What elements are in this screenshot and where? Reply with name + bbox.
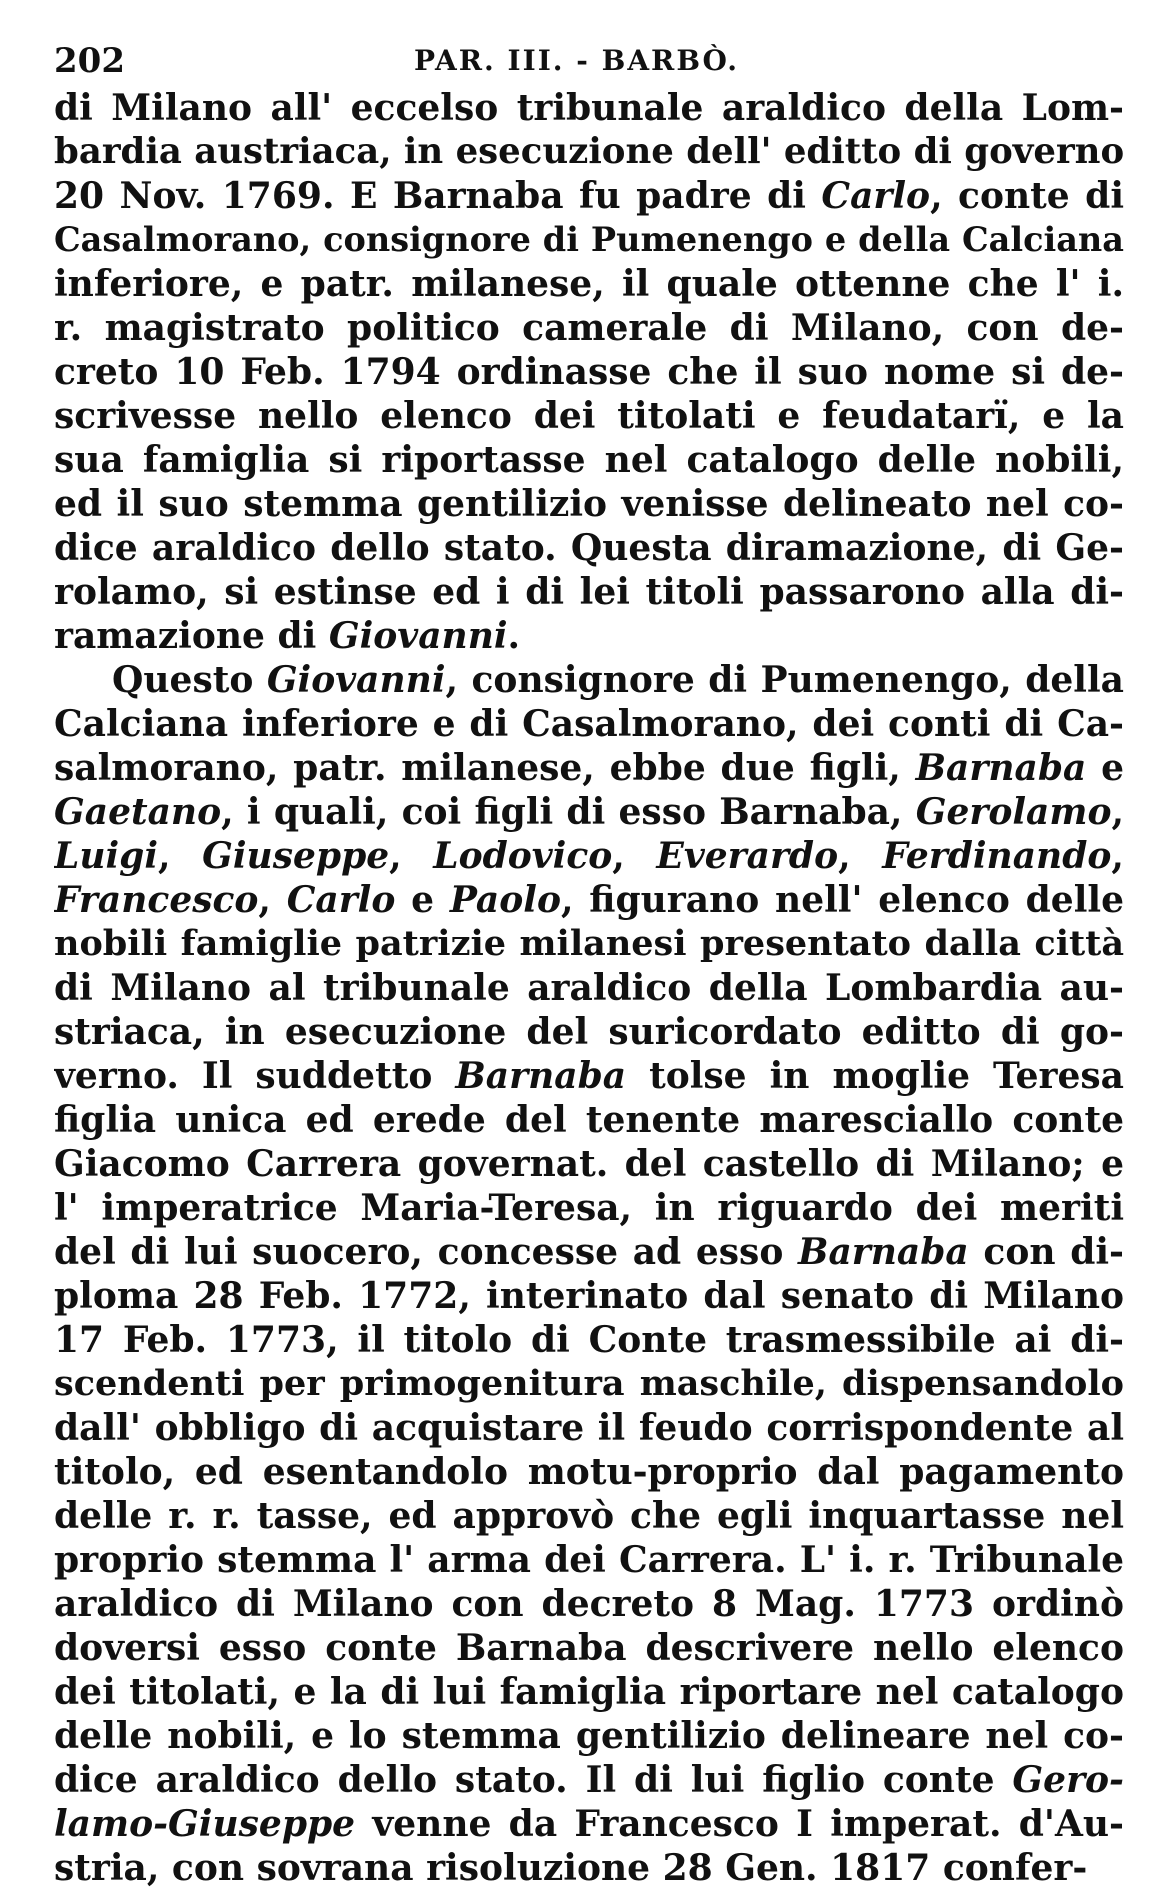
text-run: bardia austriaca, in esecuzione dell' editto di governo	[54, 131, 1124, 172]
text-line	[54, 658, 1124, 702]
italic-name: Francesco	[54, 879, 259, 921]
text-run: ,	[1111, 791, 1124, 833]
text-run: Questo	[112, 659, 267, 701]
text-line	[54, 966, 1124, 1010]
text-run: stria, con sovrana risoluzione 28 Gen. 1817 confer-	[54, 1847, 1088, 1889]
text-run: del di lui suocero, concesse ad esso	[54, 1231, 799, 1273]
text-line	[54, 1538, 1124, 1582]
text-line	[54, 614, 1124, 658]
italic-name: Carlo	[286, 879, 396, 921]
text-run: venne da Francesco I imperat. d'Au-	[355, 1803, 1124, 1845]
italic-name: lamo-Giuseppe	[54, 1803, 356, 1845]
text-line	[54, 1230, 1124, 1274]
text-run: l' imperatrice Maria-Teresa, in riguardo dei meriti	[54, 1187, 1124, 1229]
text-run: ,	[838, 835, 883, 877]
italic-name: Gaetano	[54, 791, 222, 833]
text-run: , consignore di Pumenengo, della	[445, 659, 1124, 701]
text-run: e	[395, 879, 450, 921]
text-line	[54, 1582, 1124, 1626]
text-run: proprio stemma l' arma dei Carrera. L' i. r. Tribunale	[54, 1539, 1124, 1581]
italic-name: Barnaba	[915, 747, 1087, 789]
text-run: doversi esso conte Barnaba descrivere nello elenco	[54, 1627, 1124, 1669]
text-run: dall' obbligo di acquistare il feudo corrispondente al	[54, 1407, 1124, 1449]
text-line	[54, 790, 1124, 834]
text-run: tolse in moglie Teresa	[626, 1055, 1124, 1097]
text-line	[54, 262, 1124, 306]
text-line	[54, 1450, 1124, 1494]
text-run: e	[1086, 747, 1124, 789]
text-run: con di-	[968, 1231, 1124, 1273]
text-run: dice araldico dello stato. Questa diramazione, di Ge-	[54, 527, 1124, 569]
text-run: ,	[158, 835, 203, 877]
italic-name: Paolo	[449, 879, 561, 921]
text-run: nobili famiglie patrizie milanesi presentato dalla città	[54, 923, 1124, 964]
text-run: di Milano all' eccelso tribunale araldico della Lom-	[54, 87, 1124, 129]
italic-name: Barnaba	[455, 1055, 627, 1097]
text-line	[54, 306, 1124, 350]
text-run: Giacomo Carrera governat. del castello di Milano; e	[54, 1143, 1124, 1185]
text-line	[54, 394, 1124, 438]
text-line	[54, 1494, 1124, 1538]
text-line	[54, 702, 1124, 746]
text-line	[54, 438, 1124, 482]
text-line	[54, 1318, 1124, 1362]
text-run: araldico di Milano con decreto 8 Mag. 1773 ordinò	[54, 1583, 1124, 1625]
text-run: dice araldico dello stato. Il di lui figlio conte	[54, 1759, 1013, 1801]
text-run: scendenti per primogenitura maschile, dispensandolo	[54, 1363, 1124, 1404]
text-line	[54, 922, 1124, 966]
text-run: ramazione di	[54, 615, 329, 657]
italic-name: Carlo	[821, 175, 931, 217]
text-line	[54, 1406, 1124, 1450]
text-run: figlia unica ed erede del tenente maresciallo conte	[54, 1099, 1124, 1141]
text-run: ploma 28 Feb. 1772, interinato dal senato di Milano	[54, 1275, 1124, 1317]
italic-name: Lodovico	[433, 835, 613, 877]
italic-name: Gero-	[1012, 1759, 1124, 1801]
italic-name: Gerolamo	[915, 791, 1112, 833]
italic-name: Luigi	[54, 835, 159, 877]
italic-name: Barnaba	[798, 1231, 969, 1273]
book-page	[54, 36, 1124, 1890]
text-run: 20 Nov. 1769. E Barnaba fu padre di	[54, 175, 822, 217]
text-line	[54, 1670, 1124, 1714]
text-run: salmorano, patr. milanese, ebbe due figli,	[54, 747, 916, 789]
running-head: PAR. III. - BARBÒ.	[414, 44, 740, 77]
text-line	[54, 1758, 1124, 1802]
text-line	[54, 1274, 1124, 1318]
text-line	[54, 1010, 1124, 1054]
italic-name: Giovanni	[328, 615, 508, 657]
text-run: .	[507, 615, 521, 657]
text-line	[54, 1626, 1124, 1670]
text-line	[54, 878, 1124, 922]
text-line	[54, 218, 1124, 262]
text-line	[54, 1362, 1124, 1406]
text-run: di Milano al tribunale araldico della Lombardia au-	[54, 967, 1124, 1009]
text-run: inferiore, e patr. milanese, il quale ottenne che l' i.	[54, 263, 1124, 305]
text-line	[54, 174, 1124, 218]
page-number: 202	[54, 41, 125, 81]
text-run: ,	[1111, 835, 1124, 877]
text-line	[54, 746, 1124, 790]
text-run: titolo, ed esentandolo motu-proprio dal pagamento	[54, 1451, 1124, 1493]
text-line	[54, 1714, 1124, 1758]
text-line	[54, 1802, 1124, 1846]
text-line	[54, 1098, 1124, 1142]
text-line	[54, 130, 1124, 174]
text-line	[54, 1142, 1124, 1186]
text-line	[54, 482, 1124, 526]
page-header	[54, 36, 1124, 86]
text-run: sua famiglia si riportasse nel catalogo delle nobili,	[54, 439, 1124, 481]
text-line	[54, 350, 1124, 394]
text-run: ,	[258, 879, 287, 921]
text-run: delle nobili, e lo stemma gentilizio delineare nel co-	[54, 1715, 1124, 1757]
text-run: dei titolati, e la di lui famiglia riportare nel catalogo	[54, 1671, 1124, 1713]
text-line	[54, 1846, 1124, 1890]
text-run: , conte di	[930, 175, 1124, 217]
paragraph	[54, 658, 1124, 1890]
text-run: ed il suo stemma gentilizio venisse delineato nel co-	[54, 483, 1124, 525]
text-run: verno. Il suddetto	[54, 1055, 456, 1097]
text-run: 17 Feb. 1773, il titolo di Conte trasmessibile ai di-	[54, 1319, 1124, 1361]
text-run: Casalmorano, consignore di Pumenengo e della Calciana	[54, 220, 1124, 259]
text-line	[54, 1054, 1124, 1098]
text-run: , i quali, coi figli di esso Barnaba,	[221, 791, 916, 833]
text-run: r. magistrato politico camerale di Milano, con de-	[54, 307, 1124, 349]
italic-name: Ferdinando	[882, 835, 1112, 877]
text-line	[54, 570, 1124, 614]
body-text	[54, 86, 1124, 1890]
paragraph	[54, 86, 1124, 658]
text-run: , figurano nell' elenco delle	[560, 879, 1124, 921]
text-run: striaca, in esecuzione del suricordato editto di go-	[54, 1011, 1124, 1053]
italic-name: Everardo	[656, 835, 839, 877]
text-line	[54, 86, 1124, 130]
text-run: creto 10 Feb. 1794 ordinasse che il suo nome si de-	[54, 351, 1124, 393]
text-line	[54, 1186, 1124, 1230]
text-run: delle r. r. tasse, ed approvò che egli inquartasse nel	[54, 1495, 1124, 1537]
text-line	[54, 526, 1124, 570]
text-run: scrivesse nello elenco dei titolati e feudatarï, e la	[54, 395, 1124, 437]
italic-name: Giovanni	[266, 659, 446, 701]
text-run: ,	[389, 835, 434, 877]
italic-name: Giuseppe	[202, 835, 390, 877]
text-run: ,	[612, 835, 657, 877]
text-run: rolamo, si estinse ed i di lei titoli passarono alla di-	[54, 571, 1124, 613]
text-line	[54, 834, 1124, 878]
text-run: Calciana inferiore e di Casalmorano, dei conti di Ca-	[54, 703, 1124, 745]
